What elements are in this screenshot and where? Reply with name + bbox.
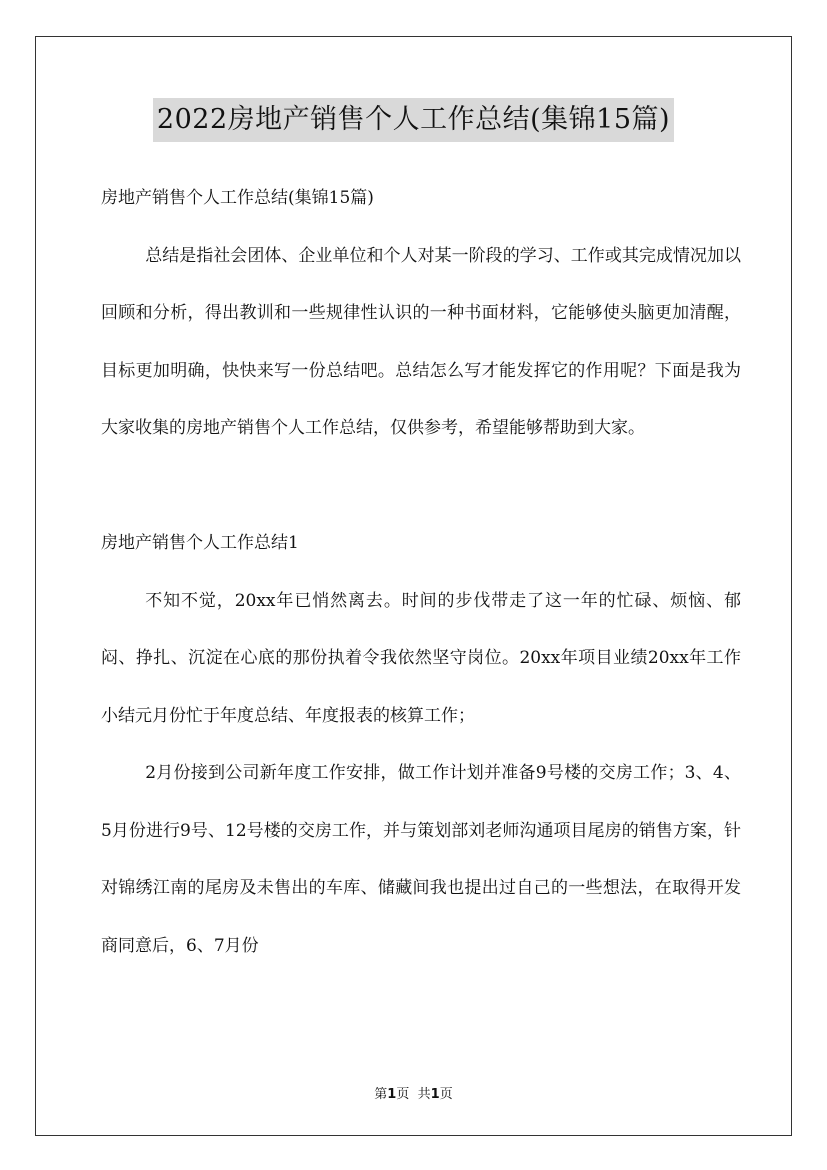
intro-paragraph: 总结是指社会团体、企业单位和个人对某一阶段的学习、工作或其完成情况加以回顾和分析，得出教训和一些规律性认识的一种书面材料，它能够使头脑更加清醒，目标更加明确，快快来写一份总结吧。总结怎么写才能发挥它的作用呢？下面是我为大家收集的房地产销售个人工作总结，仅供参考，希望能够帮助到大家。 (101, 245, 741, 438)
footer-total-suffix: 页 (439, 1087, 453, 1102)
body-paragraph-2: 2月份接到公司新年度工作安排，做工作计划并准备9号楼的交房工作；3、4、5月份进行9号、12号楼的交房工作，并与策划部刘老师沟通项目尾房的销售方案，针对锦绣江南的尾房及未售出的车库、储藏间我也提出过自己的一些想法，在取得开发商同意后，6、7月份 (101, 763, 741, 956)
document-subtitle: 房地产销售个人工作总结(集锦15篇) (101, 188, 374, 208)
document-body (101, 170, 741, 975)
footer-total-pages: 1 (430, 1087, 440, 1102)
footer-total-prefix: 共 (417, 1087, 431, 1102)
title-wrap (0, 98, 827, 142)
footer-prefix: 第 (374, 1087, 388, 1102)
blank-line (101, 458, 741, 516)
page-footer (0, 1083, 827, 1102)
footer-page-suffix: 页 (396, 1087, 410, 1102)
body-paragraph-1: 不知不觉，20xx年已悄然离去。时间的步伐带走了这一年的忙碌、烦恼、郁闷、挣扎、沉淀在心底的那份执着令我依然坚守岗位。20xx年项目业绩20xx年工作小结元月份忙于年度总结、年度报表的核算工作； (101, 590, 741, 726)
footer-page-number: 1 (387, 1087, 397, 1102)
section-heading: 房地产销售个人工作总结1 (101, 533, 299, 553)
document-title: 2022房地产销售个人工作总结(集锦15篇) (153, 98, 674, 142)
